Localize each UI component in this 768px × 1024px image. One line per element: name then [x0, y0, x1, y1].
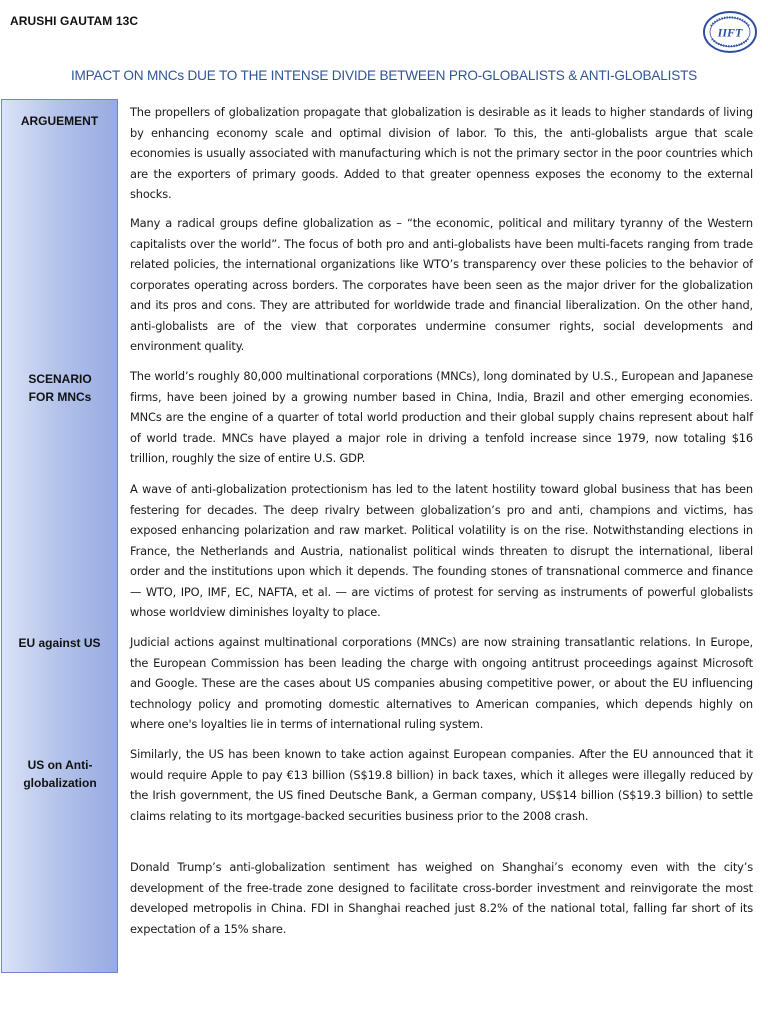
- sidebar-label-eu-against-us: EU against US: [18, 636, 101, 650]
- paragraph-scenario-2: A wave of anti-globalization protectionism has led to the latent hostility toward global business that has been festering for decades. The deep rivalry between globalization’s pro and anti, champions and victims, has exposed enhancing polarization and raw market. Political volatility is on the rise. Notwithstanding elections in France, the Netherlands and Austria, nationalist political winds threaten to disrupt the international, liberal order and the institutions upon which it depends. The founding stones of transnational commerce and finance — WTO, IPO, IMF, EC, NAFTA, et al. — are victims of protest for serving as instruments of powerful globalists whose worldview diminishes loyalty to place.: [130, 482, 753, 619]
- paragraph-eu-against-us: Judicial actions against multinational corporations (MNCs) are now straining transatlantic relations. In Europe, the European Commission has been leading the charge with ongoing antitrust proceedings against Microsoft and Google. These are the cases about US companies abusing competitive power, or about the EU influencing technology policy and promoting domestic alternatives to American companies, which depends highly on where one's loyalties lie in terms of international ruling system.: [130, 635, 753, 731]
- logo-text: IIFT: [717, 25, 743, 40]
- paragraph-scenario-1: The world’s roughly 80,000 multinational corporations (MNCs), long dominated by U.S., European and Japanese firms, have been joined by a growing number based in China, India, Brazil and other emerging economies. MNCs are the engine of a quarter of total world production and their global supply chains represent about half of world trade. MNCs have played a major role in driving a tenfold increase since 1979, now totaling $16 trillion, roughly the size of entire U.S. GDP.: [130, 369, 753, 465]
- page-title: IMPACT ON MNCs DUE TO THE INTENSE DIVIDE BETWEEN PRO-GLOBALISTS & ANTI-GLOBALISTS: [70, 68, 698, 83]
- sidebar: [1, 99, 118, 973]
- paragraph-argument-2: Many a radical groups define globalization as – “the economic, political and military tyranny of the Western capitalists over the world”. The focus of both pro and anti-globalists have been multi-facets ranging from trade related policies, the international organizations like WTO’s transparency over these policies to the behavior of corporates operating across borders. The corporates have been seen as the major driver for the globalization and its pros and cons. They are attributed for worldwide trade and financial liberalization. On the other hand, anti-globalists are of the view that corporates undermine consumer rights, social developments and environment quality.: [130, 216, 753, 353]
- author-name: ARUSHI GAUTAM 13C: [10, 14, 139, 28]
- paragraph-argument-1: The propellers of globalization propagate that globalization is desirable as it leads to higher standards of living by enhancing economy scale and optimal division of labor. To this, the anti-globalists argue that scale economies is usually associated with manufacturing which is not the primary sector in the poor countries which are the exporters of primary goods. Added to that greater openness exposes the economy to the external shocks.: [130, 105, 753, 201]
- iift-logo: [702, 10, 758, 54]
- sidebar-label-argument: ARGUEMENT: [20, 114, 99, 128]
- sidebar-label-us-anti-globalization: US on Anti-globalization: [23, 758, 97, 790]
- paragraph-us-actions: Similarly, the US has been known to take action against European companies. After the EU announced that it would require Apple to pay €13 billion (S$19.8 billion) in back taxes, which it alleges were illegally reduced by the Irish government, the US fined Deutsche Bank, a German company, US$14 billion (S$19.3 billion) to settle claims relating to its mortgage-backed securities business prior to the 2008 crash.: [130, 747, 753, 823]
- paragraph-trump-shanghai: Donald Trump’s anti-globalization sentiment has weighed on Shanghai’s economy even with the city’s development of the free-trade zone designed to facilitate cross-border investment and reinvigorate the most developed metropolis in China. FDI in Shanghai reached just 8.2% of the national total, falling far short of its expectation of a 15% share.: [130, 860, 753, 936]
- sidebar-label-scenario: SCENARIO FOR MNCs: [28, 372, 92, 404]
